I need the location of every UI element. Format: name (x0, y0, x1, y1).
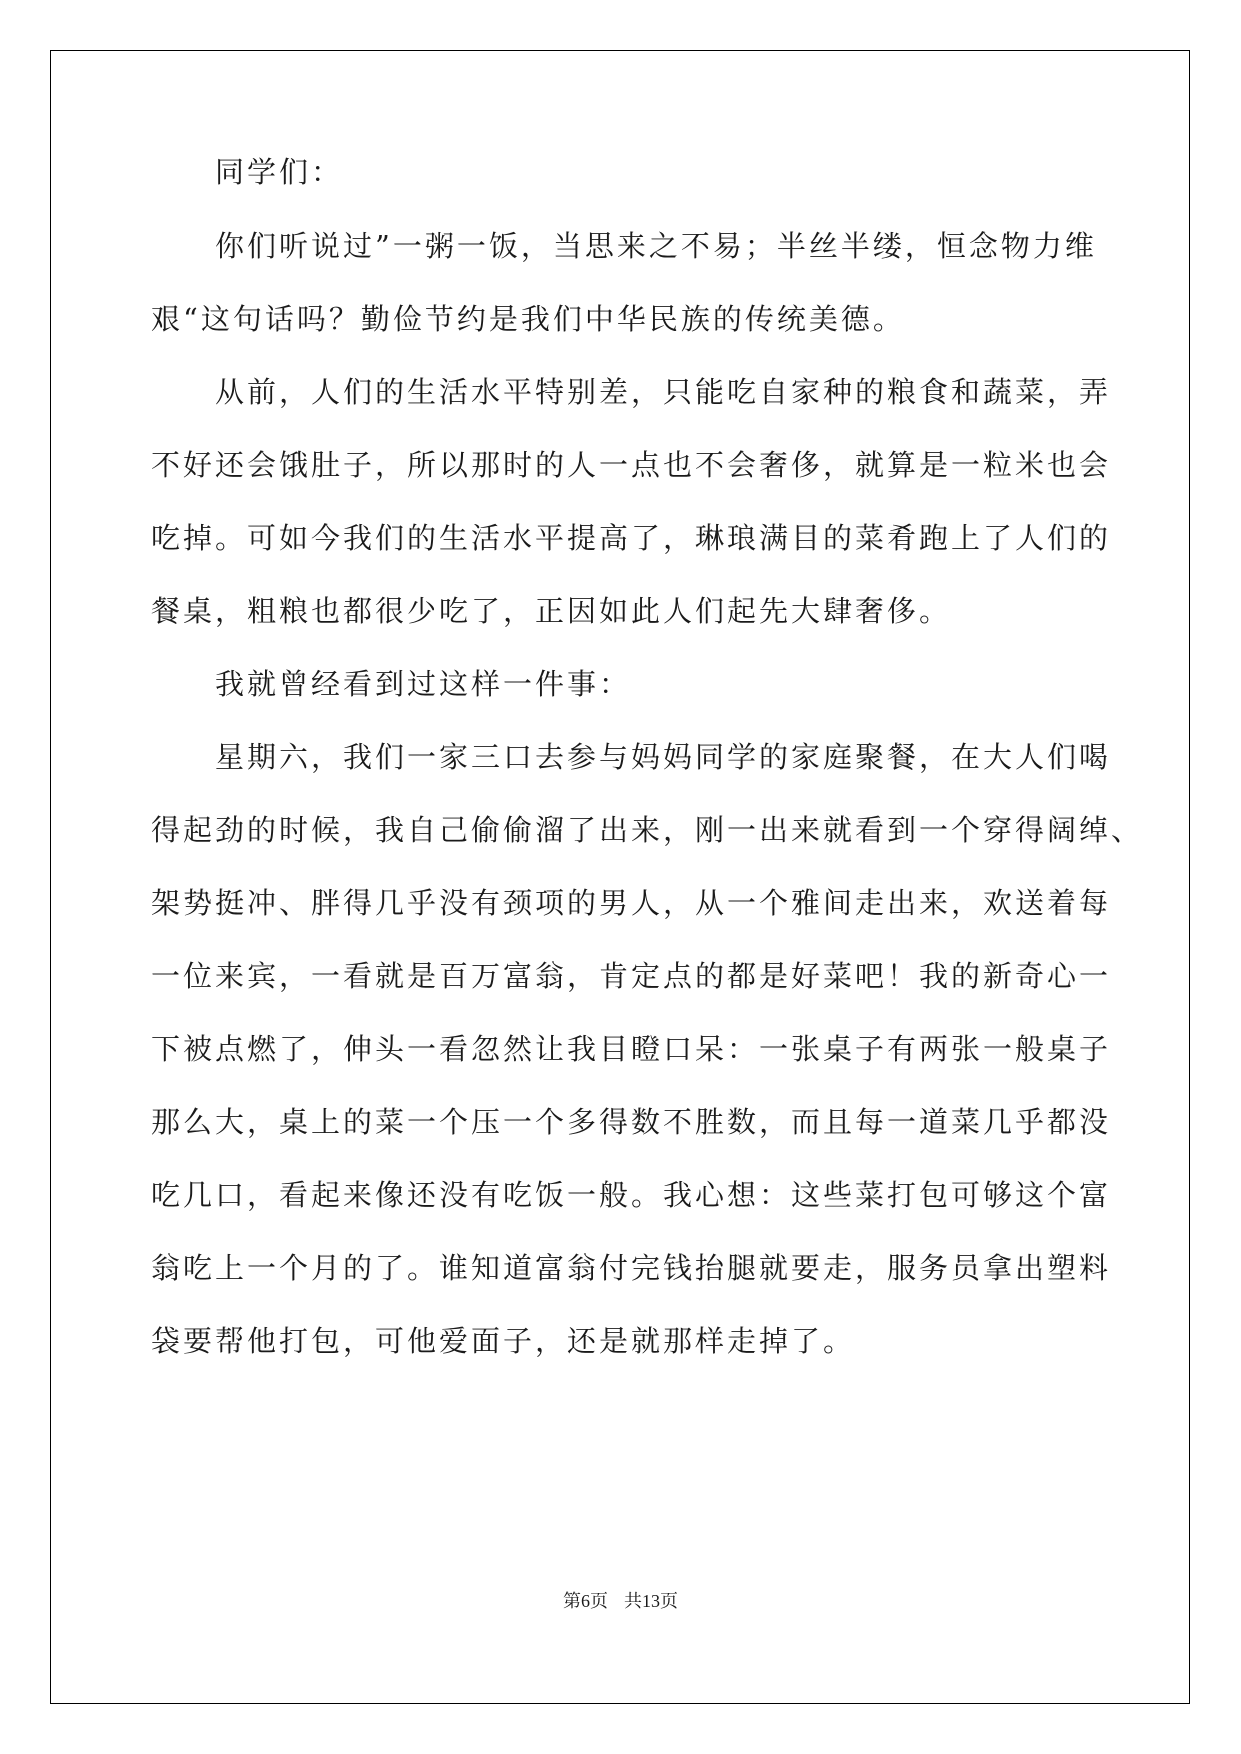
paragraph-2-line-1: 从前，人们的生活水平特别差，只能吃自家种的粮食和蔬菜，弄 (215, 375, 1112, 409)
paragraph-4-line-7: 吃几口，看起来像还没有吃饭一般。我心想：这些菜打包可够这个富 (151, 1178, 1112, 1212)
paragraph-4-line-3: 架势挺冲、胖得几乎没有颈项的男人，从一个雅间走出来，欢送着每 (151, 886, 1112, 920)
total-pages: 13 (642, 1591, 660, 1611)
page-suffix: 页 (590, 1591, 608, 1612)
page-footer (0, 1589, 1241, 1614)
total-suffix: 页 (660, 1591, 678, 1612)
paragraph-4-line-9: 袋要帮他打包，可他爱面子，还是就那样走掉了。 (151, 1324, 856, 1358)
paragraph-4-line-5: 下被点燃了，伸头一看忽然让我目瞪口呆：一张桌子有两张一般桌子 (151, 1032, 1112, 1066)
page-number: 6 (581, 1591, 590, 1611)
page-prefix: 第 (563, 1591, 581, 1612)
total-prefix: 共 (624, 1591, 642, 1612)
paragraph-4-line-8: 翁吃上一个月的了。谁知道富翁付完钱抬腿就要走，服务员拿出塑料 (151, 1251, 1112, 1285)
paragraph-3-line-1: 我就曾经看到过这样一件事： (215, 667, 632, 701)
paragraph-1-line-1: 你们听说过”一粥一饭，当思来之不易；半丝半缕，恒念物力维 (215, 229, 1097, 263)
paragraph-4-line-2: 得起劲的时候，我自己偷偷溜了出来，刚一出来就看到一个穿得阔绰、 (151, 813, 1144, 847)
paragraph-4-line-4: 一位来宾，一看就是百万富翁，肯定点的都是好菜吧！我的新奇心一 (151, 959, 1112, 993)
paragraph-2-line-2: 不好还会饿肚子，所以那时的人一点也不会奢侈，就算是一粒米也会 (151, 448, 1112, 482)
salutation-line: 同学们： (215, 155, 344, 189)
paragraph-2-line-4: 餐桌，粗粮也都很少吃了，正因如此人们起先大肆奢侈。 (151, 594, 952, 628)
paragraph-4-line-6: 那么大，桌上的菜一个压一个多得数不胜数，而且每一道菜几乎都没 (151, 1105, 1112, 1139)
paragraph-1-line-2: 艰“这句话吗？勤俭节约是我们中华民族的传统美德。 (151, 302, 905, 336)
paragraph-2-line-3: 吃掉。可如今我们的生活水平提高了，琳琅满目的菜肴跑上了人们的 (151, 521, 1112, 555)
paragraph-4-line-1: 星期六，我们一家三口去参与妈妈同学的家庭聚餐，在大人们喝 (215, 740, 1112, 774)
